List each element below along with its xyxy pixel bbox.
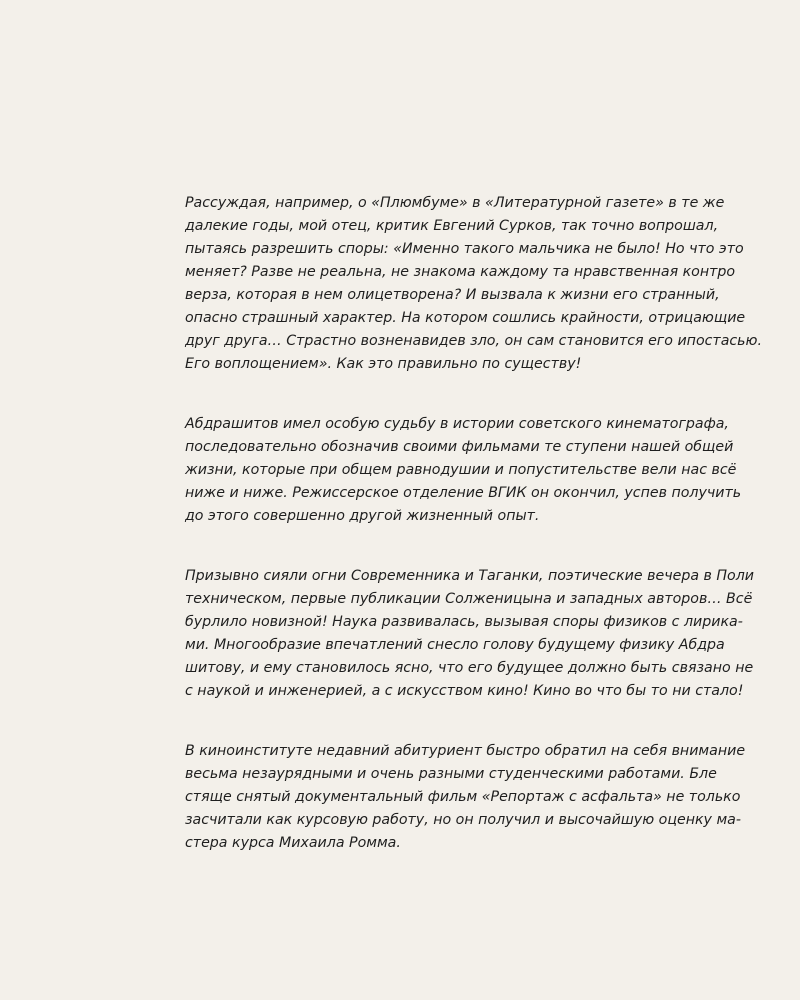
text-line: стяще снятый документальный фильм «Репортаж с асфальта» не только — [185, 789, 741, 805]
document-body — [185, 192, 762, 892]
text-line: Его воплощением». Как это правильно по существу! — [185, 356, 582, 372]
text-line: весьма незаурядными и очень разными студенческими работами. Бле — [185, 766, 717, 782]
text-line: друг друга… Страстно возненавидев зло, он сам становится его ипостасью. — [185, 333, 762, 349]
text-line: жизни, которые при общем равнодушии и попустительстве вели нас всё — [185, 462, 737, 478]
text-line: верза, которая в нем олицетворена? И вызвала к жизни его странный, — [185, 287, 720, 303]
text-line: меняет? Разве не реальна, не знакома каждому та нравственная контро — [185, 264, 736, 280]
text-line: бурлило новизной! Наука развивалась, вызывая споры физиков с лирика- — [185, 614, 743, 630]
text-line: засчитали как курсовую работу, но он получил и высочайшую оценку ма- — [185, 812, 741, 828]
text-line: с наукой и инженерией, а с искусством кино! Кино во что бы то ни стало! — [185, 683, 744, 699]
text-line: шитову, и ему становилось ясно, что его будущее должно быть связано не — [185, 660, 754, 676]
text-line: ми. Многообразие впечатлений снесло голову будущему физику Абдра — [185, 637, 725, 653]
text-line: техническом, первые публикации Солженицына и западных авторов… Всё — [185, 591, 753, 607]
text-line: ниже и ниже. Режиссерское отделение ВГИК он окончил, успев получить — [185, 485, 742, 501]
text-line: пытаясь разрешить споры: «Именно такого мальчика не было! Но что это — [185, 241, 744, 257]
text-line: до этого совершенно другой жизненный опыт. — [185, 508, 540, 524]
text-line: далекие годы, мой отец, критик Евгений Сурков, так точно вопрошал, — [185, 218, 719, 234]
text-line: В киноинституте недавний абитуриент быстро обратил на себя внимание — [185, 743, 746, 759]
text-line: Рассуждая, например, о «Плюмбуме» в «Литературной газете» в те же — [185, 195, 725, 211]
paragraph-film-institute — [185, 740, 746, 855]
text-line: последовательно обозначив своими фильмами те ступени нашей общей — [185, 439, 734, 455]
text-line: стера курса Михаила Ромма. — [185, 835, 401, 851]
paragraph-abdrashitov-fate — [185, 413, 742, 528]
text-line: опасно страшный характер. На котором сошлись крайности, отрицающие — [185, 310, 746, 326]
text-line: Абдрашитов имел особую судьбу в истории советского кинематографа, — [185, 416, 729, 432]
text-line: Призывно сияли огни Современника и Таганки, поэтические вечера в Поли — [185, 568, 755, 584]
paragraph-plumbum-review — [185, 192, 762, 376]
paragraph-sixties-atmosphere — [185, 565, 755, 703]
